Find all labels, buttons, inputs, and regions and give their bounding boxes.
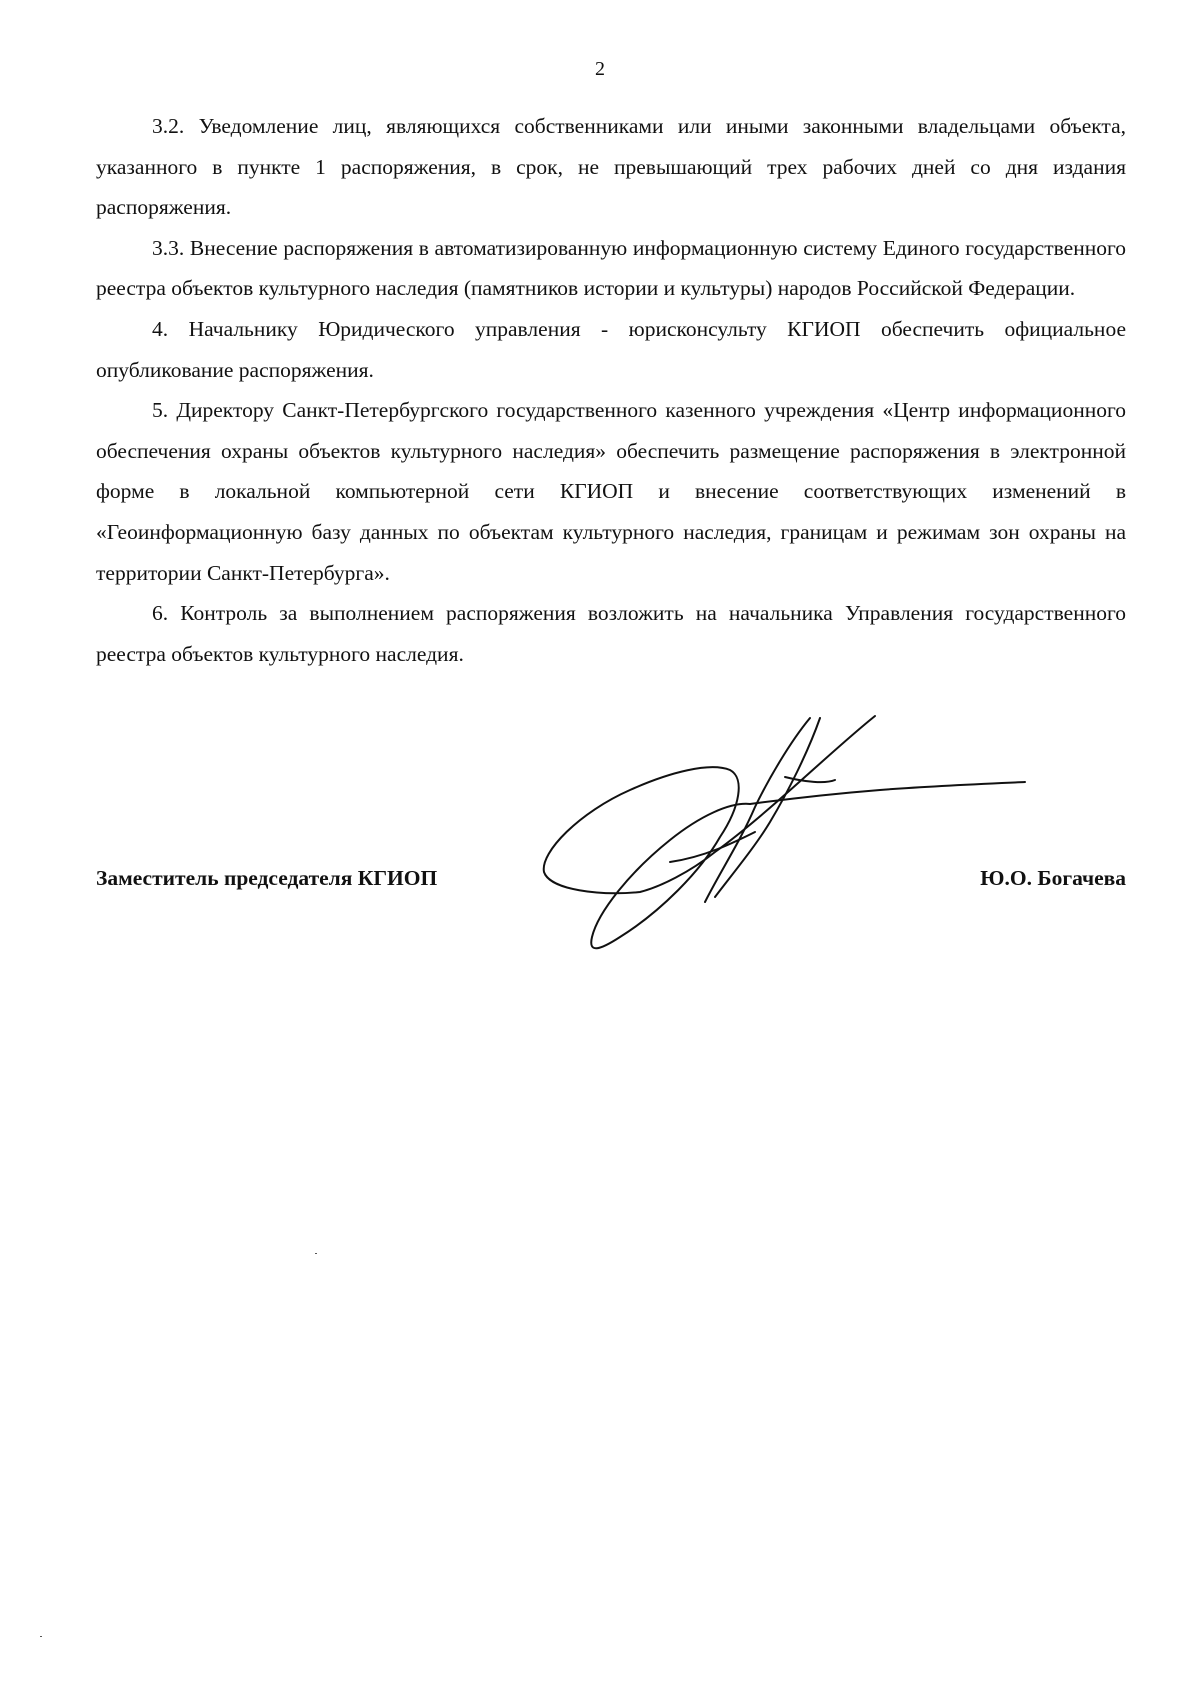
paragraph-3-2: 3.2. Уведомление лиц, являющихся собственниками или иными законными владельцами объекта, указанного в пункте 1 распоряжения, в срок, не превышающий трех рабочих дней со дня издания распоряжения. [96, 114, 1126, 220]
paragraph-3-3: 3.3. Внесение распоряжения в автоматизированную информационную систему Единого государственного реестра объектов культурного наследия (памятников истории и культуры) народов Российской Федерации. [96, 235, 1126, 301]
paragraph-4: 4. Начальнику Юридического управления - юрисконсульту КГИОП обеспечить официальное опубликование распоряжения. [96, 316, 1126, 382]
signature-block [96, 866, 1126, 902]
document-body [96, 106, 1126, 674]
paragraph-5: 5. Директору Санкт-Петербургского государственного казенного учреждения «Центр информационного обеспечения охраны объектов культурного наследия» обеспечить размещение распоряжения в электронной форме в локальной компьютерной сети КГИОП и внесение соответствующих изменений в «Геоинформационную базу данных по объектам культурного наследия, границам и режимам зон охраны на территории Санкт-Петербурга». [96, 398, 1126, 585]
signer-position: Заместитель председателя КГИОП [96, 866, 438, 890]
page-number: 2 [595, 58, 605, 80]
scan-artifact-dot [40, 1636, 42, 1637]
scan-artifact-dot [315, 1253, 317, 1254]
signer-name: Ю.О. Богачева [980, 866, 1126, 890]
paragraph-6: 6. Контроль за выполнением распоряжения возложить на начальника Управления государственного реестра объектов культурного наследия. [96, 601, 1126, 666]
handwritten-signature [540, 712, 1030, 962]
